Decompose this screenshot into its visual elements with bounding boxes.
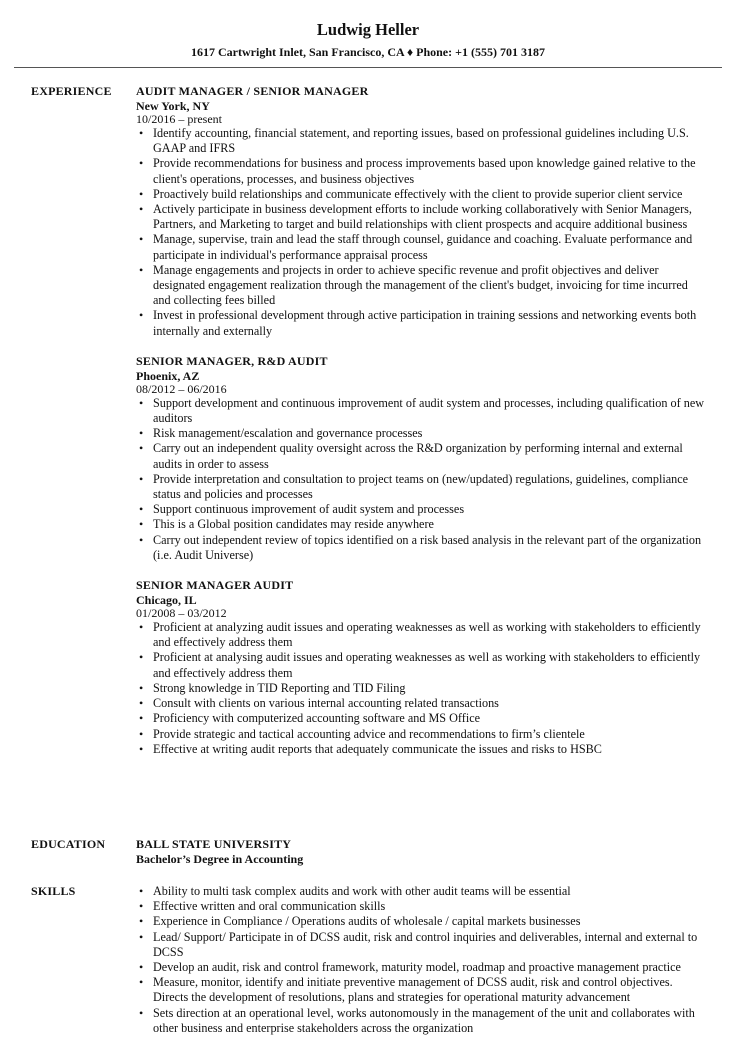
job-bullets [136,620,708,757]
header-divider [14,67,722,68]
skill-item: • Lead/ Support/ Participate in of DCSS audit, risk and control inquiries and deliverables, internal and external to DCSS [153,930,708,960]
job-bullet: • Provide recommendations for business and process improvements based upon knowledge gained relative to the client's operations, processes, and business objectives [153,156,708,186]
job-bullet: • Invest in professional development through active participation in training sessions and networking events both internally and externally [153,308,708,338]
experience-body [136,84,708,772]
skills-label: SKILLS [31,884,76,898]
job-bullet: • Identify accounting, financial statement, and reporting issues, based on professional guidelines including U.S. GAAP and IFRS [153,126,708,156]
job-bullet: • Provide strategic and tactical accounting advice and recommendations to firm’s clientele [153,727,708,742]
education-body [136,837,708,866]
job-bullet: • Effective at writing audit reports that adequately communicate the issues and risks to HSBC [153,742,708,757]
experience-label: EXPERIENCE [31,84,112,98]
job-bullet: • Proficient at analyzing audit issues and operating weaknesses as well as working with stakeholders to efficiently and effectively address them [153,620,708,650]
job-bullet: • Provide interpretation and consultation to project teams on (new/updated) regulations, guidelines, compliance status and policies and processes [153,472,708,502]
skill-item: • Sets direction at an operational level, works autonomously in the management of the unit and collaborates with other business and enterprise stakeholders across the organization [153,1006,708,1036]
job-bullet: • Risk management/escalation and governance processes [153,426,708,441]
job-bullet: • Strong knowledge in TID Reporting and TID Filing [153,681,708,696]
skill-item: • Develop an audit, risk and control framework, maturity model, roadmap and proactive management practice [153,960,708,975]
job-bullet: • Proactively build relationships and communicate effectively with the client to provide superior client service [153,187,708,202]
job-bullet: • Manage engagements and projects in order to achieve specific revenue and profit objectives and deliver designated engagement realization through the management of the client's budget, invoicing for time incurred and collecting fees billed [153,263,708,309]
job-location: New York, NY [136,99,210,113]
job-bullet: • Carry out an independent quality oversight across the R&D organization by performing internal and external audits in order to assess [153,441,708,471]
job-bullet: • Support development and continuous improvement of audit system and processes, including qualification of new auditors [153,396,708,426]
job-title: AUDIT MANAGER / SENIOR MANAGER [136,84,369,98]
school-name: BALL STATE UNIVERSITY [136,837,292,851]
skills-list [136,884,708,1036]
job-dates: 10/2016 – present [136,112,222,126]
job-bullets [136,396,708,563]
job-entry [136,578,708,757]
job-bullet: • Manage, supervise, train and lead the staff through counsel, guidance and coaching. Evaluate performance and participate in individual's performance appraisal process [153,232,708,262]
job-title: SENIOR MANAGER, R&D AUDIT [136,353,328,368]
job-bullet: • This is a Global position candidates may reside anywhere [153,517,708,532]
job-bullet: • Proficiency with computerized accounting software and MS Office [153,711,708,726]
skill-item: • Effective written and oral communication skills [153,899,708,914]
job-location: Phoenix, AZ [136,368,200,383]
job-bullet: • Proficient at analysing audit issues and operating weaknesses as well as working with stakeholders to efficiently and effectively address them [153,650,708,680]
job-location: Chicago, IL [136,593,197,608]
job-dates: 08/2012 – 06/2016 [136,381,227,396]
skill-item: • Experience in Compliance / Operations audits of wholesale / capital markets businesses [153,914,708,929]
candidate-name: Ludwig Heller [316,20,420,39]
job-bullet: • Actively participate in business development efforts to include working collaboratively with Senior Managers, Partners, and Marketing to target and build relationships with client prospects and acquire additional business [153,202,708,232]
job-bullet: • Carry out independent review of topics identified on a risk based analysis in the relevant part of the organization (i.e. Audit Universe) [153,533,708,563]
job-bullet: • Consult with clients on various internal accounting related transactions [153,696,708,711]
job-dates: 01/2008 – 03/2012 [136,606,227,621]
job-entry [136,354,708,563]
job-entry [136,84,708,339]
skill-item: • Measure, monitor, identify and initiate preventive management of DCSS audit, risk and control objectives. Directs the development of resolutions, plans and strategies for operational maturity advancement [153,975,708,1005]
resume-header [0,0,736,60]
skills-body [136,884,708,1036]
skill-item: • Ability to multi task complex audits and work with other audit teams will be essential [153,884,708,899]
job-bullets [136,126,708,339]
contact-line: 1617 Cartwright Inlet, San Francisco, CA ♦ Phone: +1 (555) 701 3187 [191,45,545,59]
education-label: EDUCATION [31,837,106,851]
job-bullet: • Support continuous improvement of audit system and processes [153,502,708,517]
degree: Bachelor’s Degree in Accounting [136,852,304,866]
job-title: SENIOR MANAGER AUDIT [136,578,294,593]
